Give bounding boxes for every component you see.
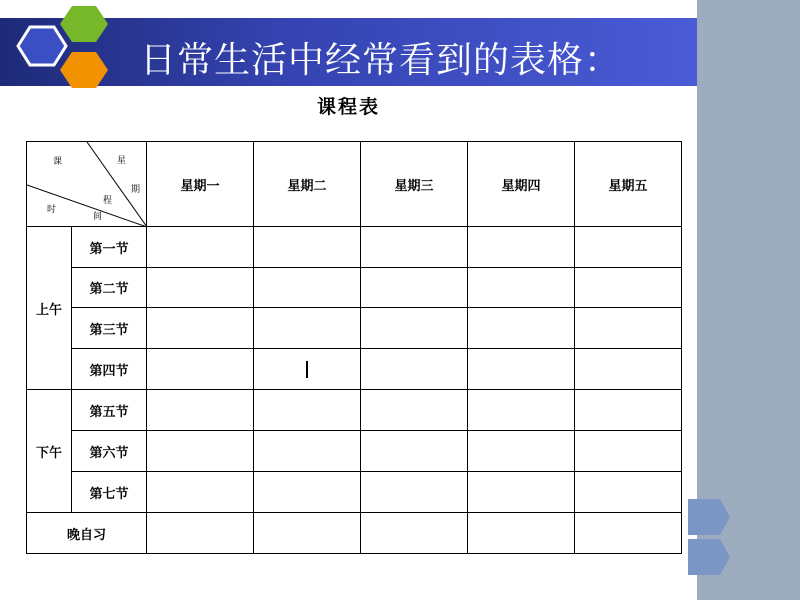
corner-label-jian: 间 bbox=[93, 212, 103, 222]
corner-label-cheng: 程 bbox=[103, 196, 113, 206]
table-row bbox=[27, 349, 682, 390]
schedule-cell[interactable] bbox=[361, 268, 468, 308]
period-label: 第六节 bbox=[72, 431, 147, 472]
hexagon-blue-icon bbox=[18, 27, 66, 65]
schedule-cell[interactable] bbox=[575, 390, 682, 431]
schedule-cell[interactable] bbox=[147, 227, 254, 268]
hexagon-orange-icon bbox=[60, 52, 108, 88]
schedule-cell[interactable] bbox=[468, 227, 575, 268]
schedule-cell[interactable] bbox=[254, 349, 361, 390]
schedule-cell[interactable] bbox=[254, 472, 361, 513]
day-header: 星期一 bbox=[147, 142, 254, 227]
schedule-cell[interactable] bbox=[468, 431, 575, 472]
schedule-cell[interactable] bbox=[575, 349, 682, 390]
schedule-cell[interactable] bbox=[575, 472, 682, 513]
schedule-cell[interactable] bbox=[147, 431, 254, 472]
schedule-cell[interactable] bbox=[468, 472, 575, 513]
schedule-cell[interactable] bbox=[254, 390, 361, 431]
schedule-cell[interactable] bbox=[147, 390, 254, 431]
day-header: 星期二 bbox=[254, 142, 361, 227]
schedule-cell[interactable] bbox=[254, 431, 361, 472]
schedule-cell[interactable] bbox=[361, 431, 468, 472]
period-label: 第二节 bbox=[72, 268, 147, 308]
schedule-cell[interactable] bbox=[468, 349, 575, 390]
schedule-cell[interactable] bbox=[147, 472, 254, 513]
schedule-cell[interactable] bbox=[147, 308, 254, 349]
day-header: 星期五 bbox=[575, 142, 682, 227]
period-label: 第三节 bbox=[72, 308, 147, 349]
schedule-cell[interactable] bbox=[575, 268, 682, 308]
timetable bbox=[26, 141, 682, 554]
schedule-cell[interactable] bbox=[147, 513, 254, 554]
morning-label: 上午 bbox=[27, 227, 72, 390]
timetable-caption: 课程表 bbox=[316, 96, 380, 118]
schedule-cell[interactable] bbox=[361, 227, 468, 268]
header-row bbox=[27, 142, 682, 227]
schedule-cell[interactable] bbox=[468, 513, 575, 554]
schedule-cell[interactable] bbox=[361, 349, 468, 390]
schedule-cell[interactable] bbox=[468, 390, 575, 431]
schedule-cell[interactable] bbox=[575, 431, 682, 472]
period-label: 第一节 bbox=[72, 227, 147, 268]
schedule-cell[interactable] bbox=[575, 308, 682, 349]
schedule-cell[interactable] bbox=[147, 268, 254, 308]
table-row bbox=[27, 390, 682, 431]
corner-label-xing: 星 bbox=[117, 156, 127, 166]
diagonal-header-cell bbox=[27, 142, 147, 227]
schedule-cell[interactable] bbox=[575, 227, 682, 268]
schedule-cell[interactable] bbox=[361, 472, 468, 513]
diagonal-lines bbox=[27, 142, 147, 227]
schedule-cell[interactable] bbox=[468, 308, 575, 349]
schedule-cell[interactable] bbox=[361, 513, 468, 554]
period-label: 第四节 bbox=[72, 349, 147, 390]
text-cursor bbox=[306, 361, 308, 378]
corner-label-shi: 时 bbox=[47, 205, 57, 215]
hexagon-green-icon bbox=[60, 6, 108, 42]
day-header: 星期四 bbox=[468, 142, 575, 227]
table-row bbox=[27, 472, 682, 513]
schedule-cell[interactable] bbox=[254, 308, 361, 349]
hexagon-logo-group bbox=[0, 0, 140, 90]
afternoon-label: 下午 bbox=[27, 390, 72, 513]
table-row bbox=[27, 431, 682, 472]
slide-title: 日常生活中经常看到的表格： bbox=[140, 40, 622, 81]
corner-hexagon-group bbox=[680, 495, 740, 580]
table-row bbox=[27, 308, 682, 349]
schedule-cell[interactable] bbox=[147, 349, 254, 390]
corner-label-ke: 课 bbox=[53, 157, 63, 167]
table-row bbox=[27, 227, 682, 268]
schedule-cell[interactable] bbox=[575, 513, 682, 554]
schedule-cell[interactable] bbox=[254, 268, 361, 308]
schedule-cell[interactable] bbox=[361, 390, 468, 431]
table-row bbox=[27, 513, 682, 554]
hexagon-corner-icon bbox=[688, 499, 730, 535]
corner-label-qi: 期 bbox=[131, 185, 141, 195]
period-label: 第五节 bbox=[72, 390, 147, 431]
schedule-cell[interactable] bbox=[468, 268, 575, 308]
evening-study-label: 晚自习 bbox=[27, 513, 147, 554]
period-label: 第七节 bbox=[72, 472, 147, 513]
day-header: 星期三 bbox=[361, 142, 468, 227]
hexagon-corner-icon bbox=[688, 539, 730, 575]
schedule-cell[interactable] bbox=[254, 227, 361, 268]
table-row bbox=[27, 268, 682, 308]
schedule-cell[interactable] bbox=[254, 513, 361, 554]
schedule-cell[interactable] bbox=[361, 308, 468, 349]
